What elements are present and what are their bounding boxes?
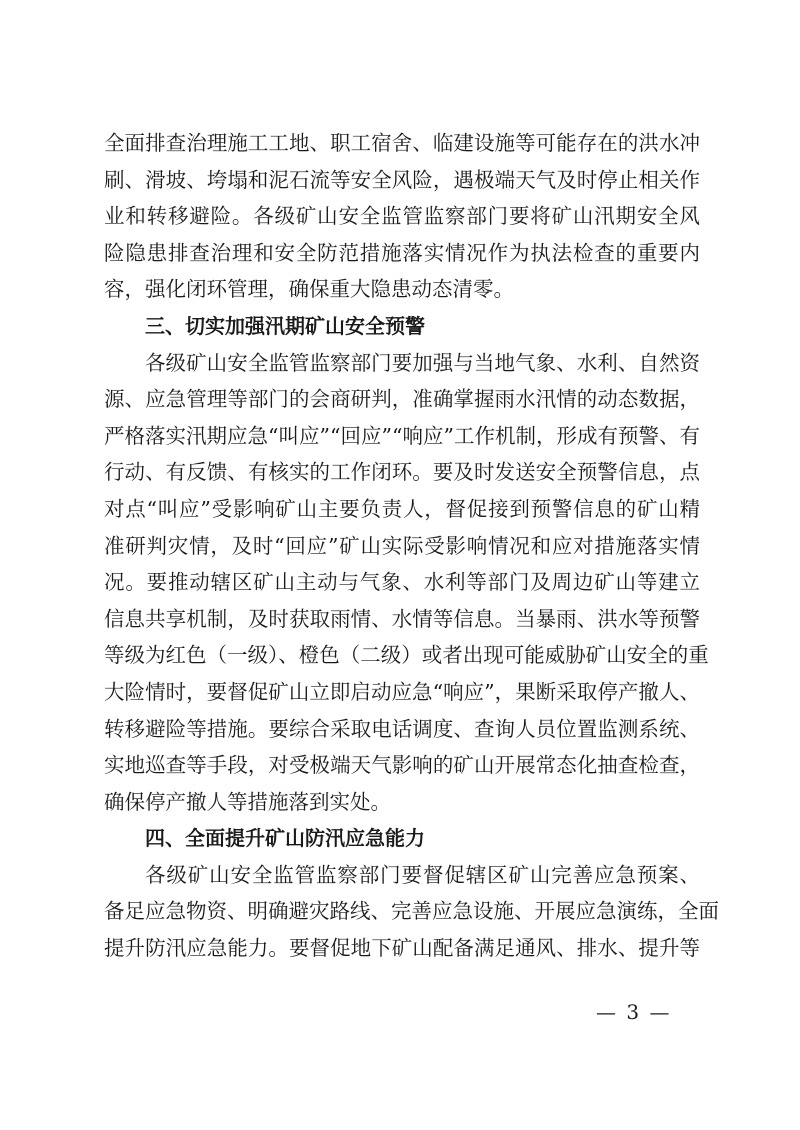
paragraph-line: 刷、滑坡、垮塌和泥石流等安全风险，遇极端天气及时停止相关作	[104, 167, 700, 192]
page-number: — 3 —	[596, 1000, 672, 1024]
paragraph-line: 各级矿山安全监管监察部门要督促辖区矿山完善应急预案、	[145, 862, 700, 887]
section-heading-3: 三、切实加强汛期矿山安全预警	[145, 313, 425, 338]
paragraph-line: 行动、有反馈、有核实的工作闭环。要及时发送安全预警信息，点	[104, 460, 700, 485]
section-heading-4: 四、全面提升矿山防汛应急能力	[145, 826, 425, 851]
paragraph-line: 对点“叫应”受影响矿山主要负责人，督促接到预警信息的矿山精	[104, 496, 700, 521]
paragraph-line: 备足应急物资、明确避灾路线、完善应急设施、开展应急演练，全面	[104, 899, 719, 924]
paragraph-line: 容，强化闭环管理，确保重大隐患动态清零。	[104, 277, 514, 302]
paragraph-line: 信息共享机制，及时获取雨情、水情等信息。当暴雨、洪水等预警	[104, 606, 700, 631]
paragraph-line: 准研判灾情，及时“回应”矿山实际受影响情况和应对措施落实情	[104, 533, 700, 558]
paragraph-line: 业和转移避险。各级矿山安全监管监察部门要将矿山汛期安全风	[104, 204, 700, 229]
paragraph-line: 提升防汛应急能力。要督促地下矿山配备满足通风、排水、提升等	[104, 936, 700, 961]
paragraph-line: 确保停产撤人等措施落到实处。	[104, 789, 391, 814]
paragraph-line: 全面排查治理施工工地、职工宿舍、临建设施等可能存在的洪水冲	[104, 131, 700, 155]
paragraph-line: 险隐患排查治理和安全防范措施落实情况作为执法检查的重要内	[104, 240, 700, 265]
paragraph-line: 转移避险等措施。要综合采取电话调度、查询人员位置监测系统、	[104, 716, 700, 741]
paragraph-line: 实地巡查等手段，对受极端天气影响的矿山开展常态化抽查检查，	[104, 753, 700, 778]
paragraph-line: 源、应急管理等部门的会商研判，准确掌握雨水汛情的动态数据，	[104, 387, 700, 412]
paragraph-line: 大险情时，要督促矿山立即启动应急“响应”，果断采取停产撤人、	[104, 679, 700, 704]
paragraph-line: 等级为红色（一级）、橙色（二级）或者出现可能威胁矿山安全的重	[104, 643, 709, 668]
paragraph-line: 况。要推动辖区矿山主动与气象、水利等部门及周边矿山等建立	[104, 570, 700, 595]
paragraph-line: 各级矿山安全监管监察部门要加强与当地气象、水利、自然资	[145, 350, 700, 375]
paragraph-line: 严格落实汛期应急“叫应”“回应”“响应”工作机制，形成有预警、有	[104, 423, 700, 448]
